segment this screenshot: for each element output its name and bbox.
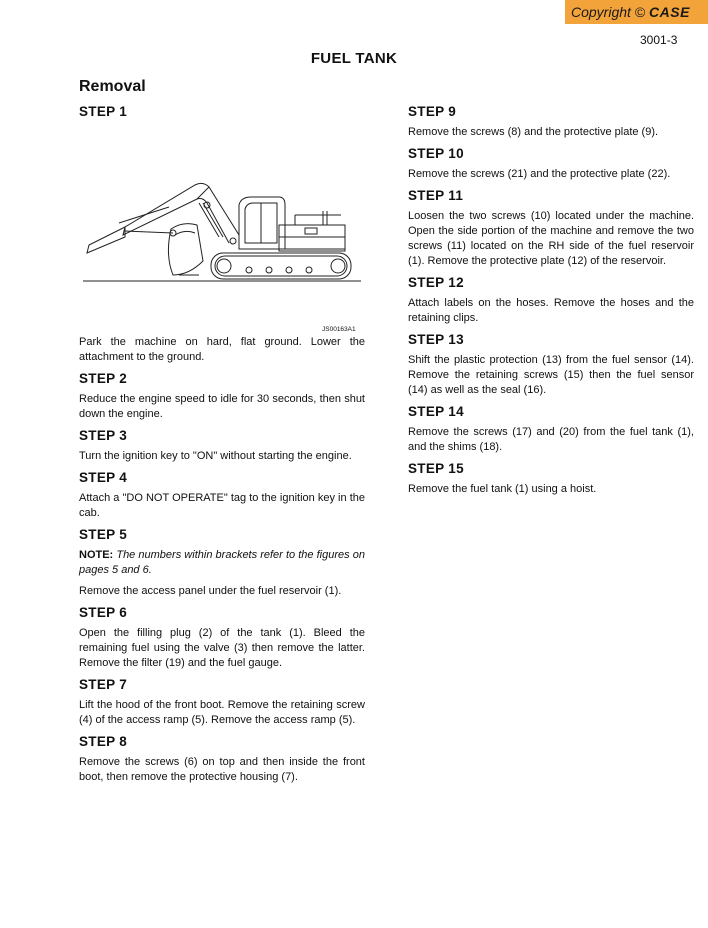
step-title: STEP 4 (79, 470, 128, 485)
page-title: FUEL TANK (310, 50, 398, 67)
step-7 (79, 677, 365, 728)
step-title: STEP 8 (79, 734, 128, 749)
copyright-banner (565, 0, 708, 24)
step-text: Park the machine on hard, flat ground. Lower the attachment to the ground. (79, 336, 365, 363)
step-title: STEP 12 (408, 275, 464, 290)
step-6 (79, 605, 365, 671)
excavator-illustration (79, 125, 365, 335)
step-text: Lift the hood of the front boot. Remove the retaining screw (4) of the access ramp (5). Remove the access ramp (5). (79, 699, 365, 726)
step-text: Reduce the engine speed to idle for 30 seconds, then shut down the engine. (79, 393, 365, 420)
excavator-figure (79, 125, 365, 335)
step-title: STEP 11 (408, 188, 464, 203)
step-1 (79, 104, 365, 365)
step-text: Attach a "DO NOT OPERATE" tag to the ignition key in the cab. (79, 492, 365, 519)
step-title: STEP 10 (408, 146, 464, 161)
step-10 (408, 146, 694, 182)
page-number: 3001-3 (640, 33, 678, 47)
step-title: STEP 15 (408, 461, 464, 476)
figure-label: JS00163A1 (322, 326, 356, 333)
step-11 (408, 188, 694, 269)
step-title: STEP 9 (408, 104, 457, 119)
step-text: Remove the screws (17) and (20) from the fuel tank (1), and the shims (18). (408, 426, 694, 453)
section-title: Removal (79, 78, 146, 95)
step-title: STEP 3 (79, 428, 128, 443)
step-text: Remove the screws (6) on top and then inside the front boot, then remove the protective housing (7). (79, 756, 365, 783)
right-column (408, 104, 694, 503)
step-9 (408, 104, 694, 140)
step-2 (79, 371, 365, 422)
step-text: Attach labels on the hoses. Remove the hoses and the retaining clips. (408, 297, 694, 324)
step-note (79, 548, 365, 578)
step-text: Remove the screws (21) and the protective plate (22). (408, 168, 671, 180)
step-title: STEP 1 (79, 104, 128, 119)
step-text: Loosen the two screws (10) located under the machine. Open the side portion of the machine and remove the two screws (11) located on the RH side of the fuel reservoir (1). Remove the protective plate (12) of the reservoir. (408, 210, 694, 267)
step-15 (408, 461, 694, 497)
step-text: Remove the screws (8) and the protective plate (9). (408, 126, 659, 138)
step-title: STEP 5 (79, 527, 128, 542)
step-title: STEP 6 (79, 605, 128, 620)
step-title: STEP 7 (79, 677, 128, 692)
step-text: Open the filling plug (2) of the tank (1). Bleed the remaining fuel using the valve (3) then remove the latter. Remove the filter (19) and the fuel gauge. (79, 627, 365, 669)
brand-logo: CASE (649, 4, 690, 20)
step-13 (408, 332, 694, 398)
step-14 (408, 404, 694, 455)
step-12 (408, 275, 694, 326)
note-text: The numbers within brackets refer to the figures on pages 5 and 6. (79, 549, 365, 576)
step-5 (79, 527, 365, 599)
left-column (79, 104, 365, 791)
step-3 (79, 428, 365, 464)
step-title: STEP 14 (408, 404, 464, 419)
step-4 (79, 470, 365, 521)
step-title: STEP 13 (408, 332, 464, 347)
step-text: Remove the access panel under the fuel reservoir (1). (79, 585, 342, 597)
step-title: STEP 2 (79, 371, 128, 386)
step-8 (79, 734, 365, 785)
note-label: NOTE: (79, 549, 114, 561)
step-text: Remove the fuel tank (1) using a hoist. (408, 483, 597, 495)
copyright-text: Copyright © (571, 4, 646, 20)
step-text: Shift the plastic protection (13) from the fuel sensor (14). Remove the retaining screws (15) then the fuel sensor (14) as well as the seal (16). (408, 354, 694, 396)
step-text: Turn the ignition key to "ON" without starting the engine. (79, 450, 352, 462)
